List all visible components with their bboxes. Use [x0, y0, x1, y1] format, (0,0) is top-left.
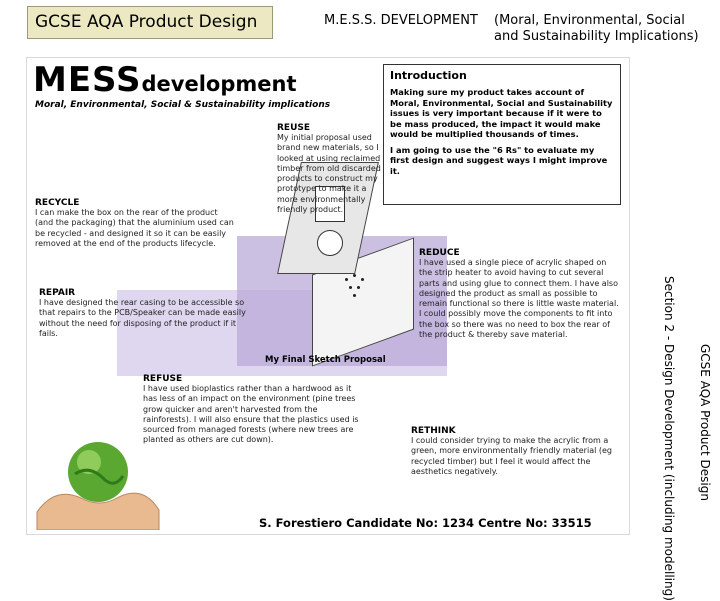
recycle-text: I can make the box on the rear of the product (and the packaging) that the aluminium used can be recycled - and designed it so it can be easily removed at the end of the products lifecycle. — [35, 208, 234, 248]
candidate-info: S. Forestiero Candidate No: 1234 Centre No: 33515 — [259, 516, 592, 530]
introduction-paragraph-1: Making sure my product takes account of Moral, Environmental, Social and Sustainability issues is very important because if it were to be mass produced, the impact it would make would be multiplied thousands of times. — [390, 87, 613, 139]
poster-logo — [33, 62, 297, 102]
course-side-label: GCSE AQA Product Design — [698, 344, 712, 501]
reuse-title: REUSE — [277, 123, 311, 133]
globe-in-hands-icon — [35, 414, 161, 530]
rethink-title: RETHINK — [411, 426, 456, 436]
speaker-grille-icon — [345, 274, 369, 298]
mess-poster — [26, 57, 630, 535]
mess-development-subtitle: (Moral, Environmental, Social and Sustainability Implications) — [494, 13, 699, 44]
reuse-text: My initial proposal used brand new materials, so I looked at using reclaimed timber from old discarded products to construct my prototype to make it a more environmentally friendly product. — [277, 133, 381, 215]
poster-logo-mess: MESS — [33, 60, 142, 100]
refuse-text: I have used bioplastics rather than a hardwood as it has less of an impact on the environment (pine trees grow quicker and aren't harvested from the rainforests). I will also ensure that the plastics used is sourced from managed forests (where new trees are planted as others are cut down). — [143, 384, 359, 445]
section-side-label: Section 2 - Design Development (including modelling) — [662, 276, 676, 601]
recycle-section — [35, 198, 235, 249]
sketch-label: My Final Sketch Proposal — [265, 355, 386, 365]
refuse-title: REFUSE — [143, 374, 183, 384]
introduction-paragraph-2: I am going to use the "6 Rs" to evaluate my first design and suggest ways I might improve it. — [390, 144, 608, 176]
rethink-section — [411, 426, 621, 477]
course-title-box — [27, 6, 273, 39]
player-wheel-sketch — [317, 230, 343, 256]
repair-title: REPAIR — [39, 288, 76, 298]
recycle-title: RECYCLE — [35, 198, 80, 208]
reduce-title: REDUCE — [419, 248, 460, 258]
reduce-section — [419, 248, 619, 340]
refuse-section — [143, 374, 363, 446]
reduce-text: I have used a single piece of acrylic shaped on the strip heater to avoid having to cut several parts and using glue to connect them. I have also designed the product as small as possible to remain functional so there is little waste material. I could possibly move the components to fit into the box so there was no need to box the rear of the product & thereby save material. — [419, 258, 619, 340]
rethink-text: I could consider trying to make the acrylic from a green, more environmentally friendly material (eg recycled timber) but I feel it would affect the aesthetics negatively. — [411, 436, 612, 476]
introduction-title: Introduction — [390, 69, 467, 82]
poster-logo-suffix: development — [141, 72, 297, 96]
reuse-section — [277, 123, 383, 215]
introduction-box — [383, 64, 621, 205]
course-title: GCSE AQA Product Design — [35, 12, 258, 32]
poster-logo-subtitle: Moral, Environmental, Social & Sustainability implications — [35, 100, 331, 110]
repair-section — [39, 288, 249, 339]
repair-text: I have designed the rear casing to be accessible so that repairs to the PCB/Speaker can be made easily without the need for disposing of the product if it fails. — [39, 298, 246, 338]
mess-development-title: M.E.S.S. DEVELOPMENT — [324, 13, 478, 28]
